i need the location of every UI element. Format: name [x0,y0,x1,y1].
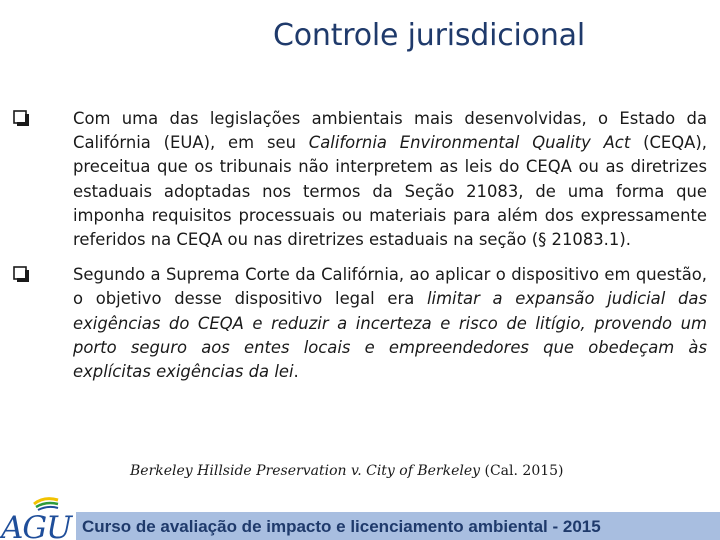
slide-footer [0,496,720,540]
court-year: (Cal. 2015) [480,463,564,479]
slide-title: Controle jurisdicional [273,18,585,53]
bullet-item [13,107,711,252]
logo-text: AGU [1,510,72,540]
bullet-item [13,263,711,384]
bullet-text-part: Com uma das legislações ambientais mais desenvolvidas, o Estado da Califórnia (EUA), em seu [73,109,707,153]
bullet-text [73,107,707,252]
bullet-text-part: . [293,362,299,382]
case-citation [130,463,564,479]
agu-logo [0,496,78,540]
slide-content [13,107,711,384]
course-title: Curso de avaliação de impacto e licenciamento ambiental - 2015 [82,517,601,536]
emphasized-quote: limitar a expansão judicial das exigências do CEQA e reduzir a incerteza e risco de litígio, provendo um porto seguro aos entes locais e empreendedores que obedeçam às explícitas exigências da lei [73,289,707,382]
checkbox-square-icon [13,266,30,283]
bullet-text-part: (CEQA), preceitua que os tribunais não interpretem as leis do CEQA ou as diretrizes estaduais adoptadas nos termos da Seção 21083, de uma forma que imponha requisitos processuais ou materiais para além dos expressamente referidos na CEQA ou nas diretrizes estaduais na seção (§ 21083.1). [73,133,707,250]
checkbox-square-icon [13,110,30,127]
bullet-text [73,263,707,384]
act-name: California Environmental Quality Act [308,133,631,153]
bullet-text-part: Segundo a Suprema Corte da Califórnia, ao aplicar o dispositivo em questão, o objetivo desse dispositivo legal era [73,265,707,309]
case-name: Berkeley Hillside Preservation v. City of Berkeley [130,463,481,479]
